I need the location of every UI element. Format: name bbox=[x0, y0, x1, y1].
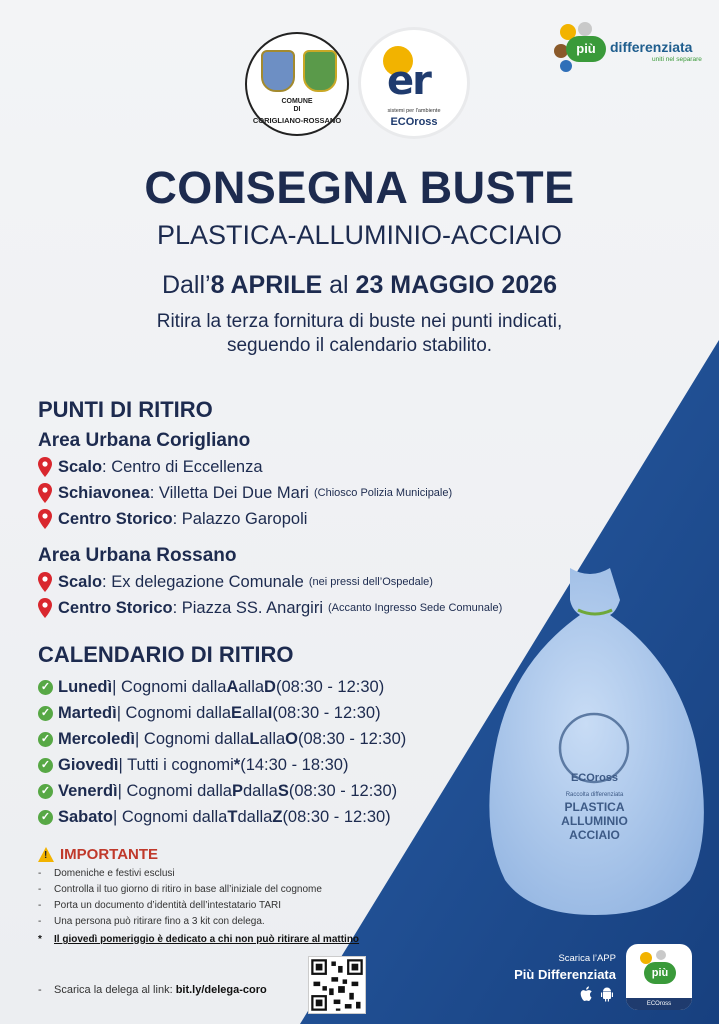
piu-differenziata-logo bbox=[552, 24, 712, 74]
point-name: Centro Storico bbox=[58, 509, 173, 528]
row-time: (08:30 - 12:30) bbox=[275, 678, 385, 696]
row-text1: | Cognomi dalla bbox=[116, 704, 232, 722]
row-time: (08:30 - 12:30) bbox=[298, 730, 407, 748]
tile-footer: ECOross bbox=[626, 998, 692, 1010]
row-time: (08:30 - 12:30) bbox=[288, 782, 398, 800]
delega-link[interactable]: bit.ly/delega-coro bbox=[175, 984, 267, 996]
point-name: Scalo bbox=[58, 457, 103, 476]
day-label: Giovedì bbox=[58, 756, 119, 774]
check-icon: ✓ bbox=[38, 784, 53, 799]
ecoross-mark: er bbox=[387, 58, 430, 104]
point-place: : Piazza SS. Anargiri bbox=[172, 598, 323, 617]
bag-line1: PLASTICA bbox=[564, 800, 625, 814]
map-pin-icon bbox=[38, 509, 52, 529]
main-subtitle: PLASTICA-ALLUMINIO-ACCIAIO bbox=[156, 220, 563, 250]
row-time: (08:30 - 12:30) bbox=[272, 704, 381, 722]
store-icons bbox=[580, 986, 614, 1002]
point-name: Scalo bbox=[58, 572, 103, 591]
dates-mid: al bbox=[322, 271, 356, 299]
piu-badge: più bbox=[566, 36, 606, 62]
area-rossano: Area Urbana Rossano bbox=[38, 545, 237, 566]
bag-line2: ALLUMINIO bbox=[561, 814, 628, 828]
row-text2: dalla bbox=[243, 782, 278, 800]
point-place: : Villetta Dei Due Mari bbox=[149, 483, 309, 502]
punti-heading: PUNTI DI RITIRO bbox=[38, 397, 213, 422]
row-time: (14:30 - 18:30) bbox=[240, 756, 349, 774]
bag-caption: Raccolta differenziata bbox=[565, 792, 624, 798]
row-letter1: P bbox=[231, 782, 243, 800]
row-text1: | Cognomi dalla bbox=[117, 782, 232, 800]
ecoross-subtitle: sistemi per l'ambiente bbox=[387, 108, 441, 114]
row-letter2: O bbox=[285, 730, 299, 748]
point-corigliano-scalo bbox=[38, 457, 263, 477]
seal-line3: CORIGLIANO-ROSSANO bbox=[252, 116, 342, 125]
bag-label bbox=[470, 560, 719, 920]
calendar-row-mercoledi bbox=[38, 730, 406, 749]
grey-dot-icon bbox=[656, 950, 666, 960]
thursday-note: * Il giovedì pomeriggio è dedicato a chi non può ritirare al mattino bbox=[38, 934, 360, 945]
main-title: CONSEGNA BUSTE bbox=[144, 162, 575, 213]
map-pin-icon bbox=[38, 598, 52, 618]
day-label: Venerdì bbox=[58, 782, 118, 800]
tile-badge: più bbox=[644, 962, 676, 984]
row-letter2: Z bbox=[272, 808, 283, 826]
day-label: Mercoledì bbox=[58, 730, 136, 748]
grey-dot-icon bbox=[578, 22, 592, 36]
seal-line1: COMUNE bbox=[281, 98, 313, 105]
calendar-row-martedi bbox=[38, 704, 381, 723]
row-letter1: * bbox=[233, 756, 241, 774]
point-schiavonea bbox=[38, 483, 452, 503]
ecoross-logo bbox=[361, 30, 467, 136]
piu-tagline: uniti nel separare bbox=[652, 56, 702, 63]
app-download-label: Scarica l’APP bbox=[558, 953, 616, 964]
point-name: Schiavonea bbox=[58, 483, 150, 502]
row-text2: alla bbox=[238, 678, 265, 696]
delega-line: - Scarica la delega al link: bit.ly/delega-coro bbox=[38, 984, 267, 996]
intro-text bbox=[0, 310, 719, 358]
calendar-row-venerdi bbox=[38, 782, 397, 801]
point-note: (nei pressi dell’Ospedale) bbox=[308, 576, 433, 588]
row-text1: | Cognomi dalla bbox=[112, 678, 227, 696]
calendar-row-lunedi bbox=[38, 678, 384, 697]
row-text2: dalla bbox=[237, 808, 273, 826]
dates-start: 8 APRILE bbox=[210, 271, 323, 299]
seal-line2: DI bbox=[293, 106, 301, 113]
point-note: (Chiosco Polizia Municipale) bbox=[313, 487, 453, 499]
comune-seal-logo bbox=[245, 32, 349, 136]
importante-label: IMPORTANTE bbox=[60, 846, 159, 863]
note-text: Il giovedì pomeriggio è dedicato a chi non può ritirare al mattino bbox=[54, 934, 360, 945]
check-icon: ✓ bbox=[38, 706, 53, 721]
point-rossano-centro bbox=[38, 598, 502, 618]
app-name: Più Differenziata bbox=[514, 967, 616, 982]
row-letter1: A bbox=[226, 678, 239, 696]
point-rossano-scalo bbox=[38, 572, 433, 592]
ecoross-brand: ECOross bbox=[390, 116, 438, 128]
point-place: : Centro di Eccellenza bbox=[102, 457, 263, 476]
row-letter2: S bbox=[277, 782, 289, 800]
row-time: (08:30 - 12:30) bbox=[282, 808, 391, 826]
android-icon[interactable] bbox=[600, 986, 614, 1002]
delega-text: Scarica la delega al link: bbox=[54, 984, 176, 996]
corigliano-crest-icon bbox=[261, 50, 295, 92]
blue-dot-icon bbox=[560, 60, 572, 72]
intro-line2: seguendo il calendario stabilito. bbox=[226, 335, 493, 356]
check-icon: ✓ bbox=[38, 680, 53, 695]
calendar-row-sabato bbox=[38, 808, 391, 827]
date-range bbox=[0, 271, 719, 300]
point-place: : Ex delegazione Comunale bbox=[102, 572, 304, 591]
row-letter1: L bbox=[249, 730, 260, 748]
dates-end: 23 MAGGIO 2026 bbox=[355, 271, 558, 299]
row-letter2: D bbox=[264, 678, 276, 696]
note-line: - Controlla il tuo giorno di ritiro in base all’iniziale del cognome bbox=[38, 884, 322, 895]
area-corigliano: Area Urbana Corigliano bbox=[38, 430, 251, 451]
map-pin-icon bbox=[38, 572, 52, 592]
dates-prefix: Dall’ bbox=[161, 271, 211, 299]
point-name: Centro Storico bbox=[58, 598, 173, 617]
row-text1: | Cognomi dalla bbox=[135, 730, 250, 748]
differenziata-word: differenziata bbox=[610, 39, 693, 55]
note-text: Porta un documento d’identità dell’intestatario TARI bbox=[54, 900, 281, 911]
qr-code[interactable] bbox=[308, 956, 366, 1014]
row-text2: alla bbox=[242, 704, 268, 722]
importante-heading bbox=[38, 846, 158, 863]
bag-brand: ECOross bbox=[570, 772, 619, 784]
point-corigliano-centro bbox=[38, 509, 307, 529]
intro-line1: Ritira la terza fornitura di buste nei punti indicati, bbox=[156, 311, 563, 332]
bag-line3: ACCIAIO bbox=[569, 828, 620, 842]
calendar-row-giovedi bbox=[38, 756, 348, 775]
apple-icon[interactable] bbox=[580, 986, 594, 1002]
day-label: Sabato bbox=[58, 808, 114, 826]
note-line: - Domeniche e festivi esclusi bbox=[38, 868, 175, 879]
check-icon: ✓ bbox=[38, 758, 53, 773]
note-text: Controlla il tuo giorno di ritiro in base all’iniziale del cognome bbox=[54, 884, 322, 895]
note-line: - Una persona può ritirare fino a 3 kit con delega. bbox=[38, 916, 265, 927]
row-text2: alla bbox=[259, 730, 286, 748]
row-text1: | Tutti i cognomi bbox=[118, 756, 234, 774]
day-label: Lunedì bbox=[58, 678, 113, 696]
rossano-crest-icon bbox=[303, 50, 337, 92]
row-letter2: I bbox=[267, 704, 273, 722]
point-note: (Accanto Ingresso Sede Comunale) bbox=[328, 602, 503, 614]
note-line: - Porta un documento d’identità dell’intestatario TARI bbox=[38, 900, 281, 911]
row-letter1: T bbox=[227, 808, 238, 826]
map-pin-icon bbox=[38, 483, 52, 503]
map-pin-icon bbox=[38, 457, 52, 477]
calendario-heading: CALENDARIO DI RITIRO bbox=[38, 642, 294, 667]
note-text: Una persona può ritirare fino a 3 kit con delega. bbox=[54, 916, 265, 927]
row-text1: | Cognomi dalla bbox=[113, 808, 228, 826]
warning-icon: ! bbox=[38, 847, 54, 862]
day-label: Martedì bbox=[58, 704, 117, 722]
note-text: Domeniche e festivi esclusi bbox=[54, 868, 175, 879]
check-icon: ✓ bbox=[38, 732, 53, 747]
app-icon-tile[interactable] bbox=[626, 944, 692, 1010]
row-letter1: E bbox=[231, 704, 243, 722]
check-icon: ✓ bbox=[38, 810, 53, 825]
point-place: : Palazzo Garopoli bbox=[172, 509, 308, 528]
